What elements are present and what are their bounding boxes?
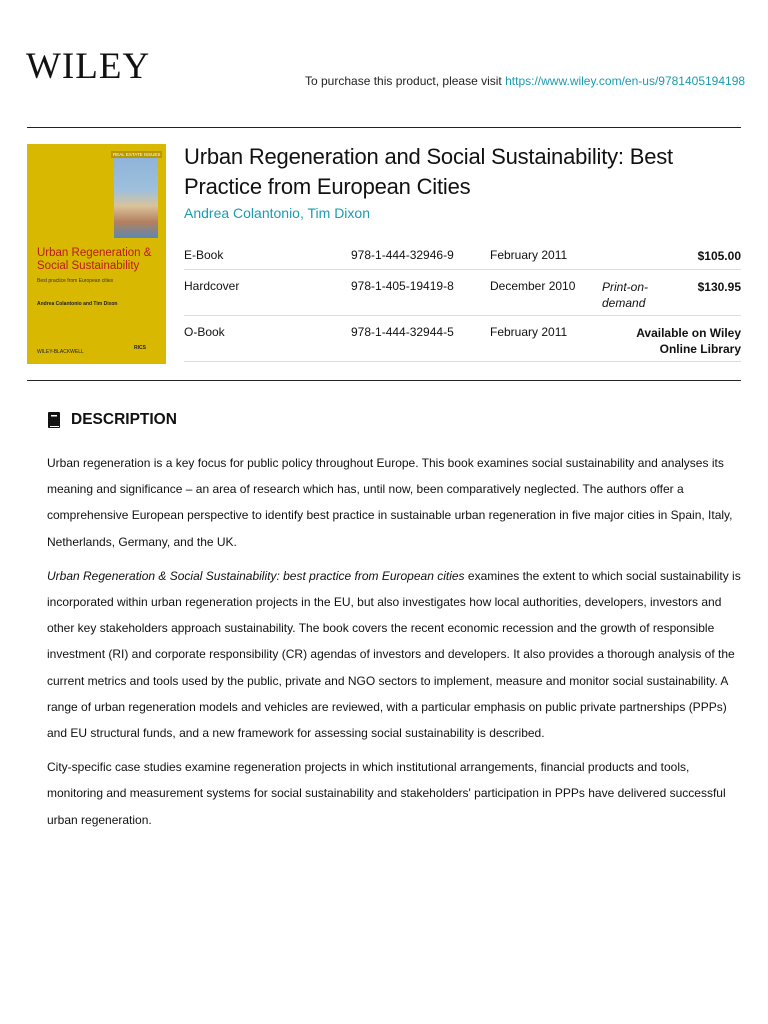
format-isbn: 978-1-444-32946-9	[351, 248, 454, 262]
cover-photo	[114, 158, 158, 238]
formats-table	[184, 239, 741, 362]
description-body	[47, 450, 747, 841]
format-isbn: 978-1-405-19419-8	[351, 279, 454, 293]
cover-publisher: WILEY-BLACKWELL	[37, 349, 84, 355]
description-heading	[47, 411, 177, 429]
book-cover	[27, 144, 166, 364]
purchase-link[interactable]: https://www.wiley.com/en-us/9781405194198	[505, 74, 746, 88]
description-title: DESCRIPTION	[71, 411, 177, 428]
book-title: Urban Regeneration and Social Sustainability: Best Practice from European Cities	[184, 144, 673, 199]
bottom-divider	[27, 380, 741, 381]
format-price: Available on Wiley Online Library	[636, 326, 741, 356]
format-date: February 2011	[490, 248, 568, 262]
purchase-notice	[305, 74, 745, 88]
cover-partner-logo: RICS	[134, 345, 146, 351]
description-paragraph: Urban regeneration is a key focus for public policy throughout Europe. This book examines social sustainability and analyses its meaning and significance – an area of research which has, until now, been comparatively neglected. The authors offer a comprehensive European perspective to identify best practice in sustainable urban regeneration in five major cities in Spain, Italy, Netherlands, Germany, and the UK.	[47, 456, 733, 549]
format-isbn: 978-1-444-32944-5	[351, 325, 454, 339]
description-text: examines the extent to which social sustainability is incorporated within urban regeneration projects in the EU, but also investigates how local authorities, developers, investors and other key stakeholders approach sustainability. The book covers the recent economic recession and the growth of responsible investment (RI) and corporate responsibility (CR) agendas of investors and developers. It also provides a thorough analysis of the current metrics and tools used by the public, private and NGO sectors to implement, measure and monitor social sustainability. A range of urban regeneration models and vehicles are reviewed, with a particular emphasis on public private partnerships (PPPs) and EU structural funds, and a new framework for assessing social sustainability is described.	[47, 568, 741, 741]
cover-authors: Andrea Colantonio and Tim Dixon	[37, 301, 118, 307]
book-icon	[47, 412, 61, 429]
format-row	[184, 316, 741, 362]
format-name: E-Book	[184, 248, 224, 262]
cover-title: Urban Regeneration & Social Sustainability	[37, 247, 152, 272]
wiley-logo[interactable]: WILEY	[26, 46, 151, 87]
cover-series-label: REAL ESTATE ISSUES	[113, 152, 161, 157]
top-divider	[27, 127, 741, 128]
book-authors[interactable]: Andrea Colantonio, Tim Dixon	[184, 205, 370, 221]
purchase-prefix: To purchase this product, please visit	[305, 74, 502, 88]
book-title-italic: Urban Regeneration & Social Sustainability: best practice from European cities	[47, 568, 465, 583]
description-paragraph	[47, 563, 747, 746]
format-name: Hardcover	[184, 279, 240, 293]
cover-subtitle: Best practice from European cities	[37, 278, 114, 284]
description-paragraph: City-specific case studies examine regeneration projects in which institutional arrangements, financial products and tools, monitoring and measurement systems for social sustainability and stakeholders' participation in PPPs have delivered successful urban regeneration.	[47, 760, 726, 827]
format-note: Print-on-demand	[602, 280, 649, 310]
format-price: $130.95	[697, 280, 741, 294]
format-date: December 2010	[490, 279, 576, 293]
format-price: $105.00	[697, 249, 741, 263]
format-row	[184, 270, 741, 316]
format-name: O-Book	[184, 325, 225, 339]
format-row	[184, 239, 741, 270]
format-date: February 2011	[490, 325, 568, 339]
